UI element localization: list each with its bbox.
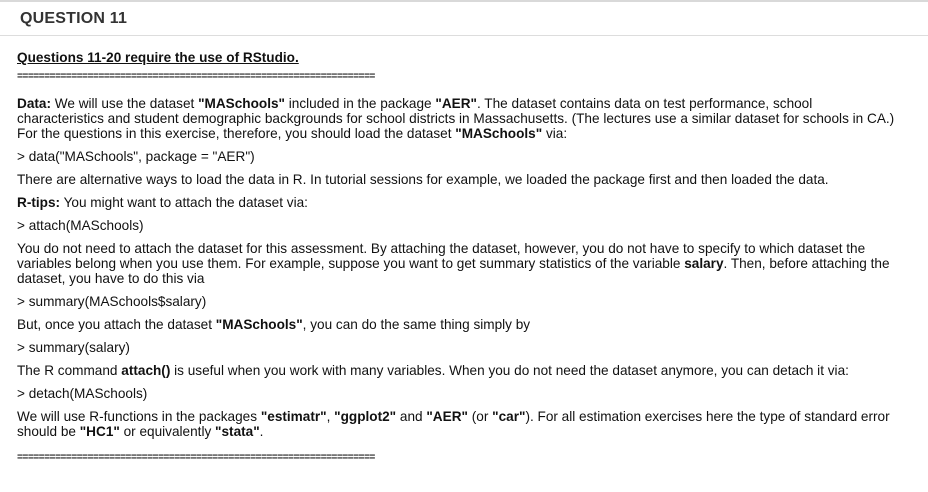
once-paragraph: But, once you attach the dataset "MASchools", you can do the same thing simply by — [17, 317, 531, 332]
question-header — [0, 2, 928, 36]
summary-full-command: > summary(MASchools$salary) — [17, 294, 207, 309]
alternative-paragraph: There are alternative ways to load the data in R. In tutorial sessions for example, we loaded the package first and then loaded the data. — [17, 172, 829, 187]
load-command: > data("MASchools", package = "AER") — [17, 149, 255, 164]
separator-line: ================================================================== — [17, 72, 375, 83]
data-label: Data: — [17, 96, 51, 111]
packages-paragraph: We will use R-functions in the packages "estimatr", "ggplot2" and "AER" (or "car"). For all estimation exercises here the type of standard error should be "HC1" or equivalently "stata". — [17, 409, 890, 439]
attach-command: > attach(MASchools) — [17, 218, 144, 233]
rtips-label: R-tips: — [17, 195, 61, 210]
summary-command: > summary(salary) — [17, 340, 130, 355]
command-paragraph: The R command attach() is useful when you work with many variables. When you do not need the dataset anymore, you can detach it via: — [17, 363, 849, 378]
detach-command: > detach(MASchools) — [17, 386, 148, 401]
question-title: QUESTION 11 — [20, 10, 128, 27]
intro-heading: Questions 11-20 require the use of RStudio. — [17, 50, 299, 65]
data-paragraph: Data: We will use the dataset "MASchools" included in the package "AER". The dataset contains data on test performance, school characteristics and student demographic backgrounds for school districts in Massachusetts. (The lectures use a similar dataset for schools in CA.) For the questions in this exercise, therefore, you should load the dataset "MASchools" via: — [17, 96, 895, 141]
rtips-paragraph: R-tips: You might want to attach the dataset via: — [17, 195, 308, 210]
separator-line: ================================================================== — [17, 453, 375, 464]
attach-paragraph: You do not need to attach the dataset for this assessment. By attaching the dataset, however, you do not have to specify to which dataset the variables belong when you use them. For example, suppose you want to get summary statistics of the variable salary. Then, before attaching the dataset, you have to do this via — [17, 241, 890, 286]
question-content — [17, 50, 897, 465]
